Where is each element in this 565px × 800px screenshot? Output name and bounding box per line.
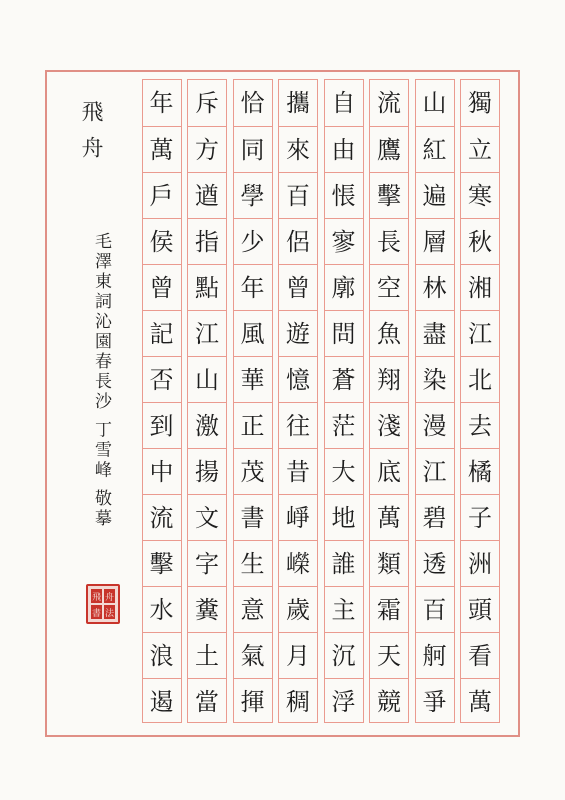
grid-char: 萬 <box>143 126 181 172</box>
grid-char: 月 <box>279 632 317 678</box>
grid-char: 碧 <box>416 494 454 540</box>
grid-char: 類 <box>370 540 408 586</box>
grid-char: 子 <box>461 494 499 540</box>
grid-char: 字 <box>188 540 226 586</box>
grid-char: 點 <box>188 264 226 310</box>
grid-char: 悵 <box>325 172 363 218</box>
grid-char: 否 <box>143 356 181 402</box>
text-column-3 <box>369 79 409 723</box>
grid-char: 茫 <box>325 402 363 448</box>
grid-char: 擊 <box>143 540 181 586</box>
grid-char: 少 <box>234 218 272 264</box>
grid-char: 山 <box>422 88 447 117</box>
grid-char: 山 <box>188 356 226 402</box>
grid-char: 頭 <box>461 586 499 632</box>
grid-char: 記 <box>143 310 181 356</box>
grid-char: 稠 <box>279 678 317 724</box>
grid-char: 華 <box>234 356 272 402</box>
attribution-text: 毛澤東詞沁園春長沙 丁雪峰 敬摹 <box>91 232 111 529</box>
grid-char: 擊 <box>370 172 408 218</box>
grid-char: 主 <box>325 586 363 632</box>
grid-char: 中 <box>143 448 181 494</box>
grid-char: 問 <box>325 310 363 356</box>
grid-char: 攜 <box>286 88 310 117</box>
text-column-8 <box>142 79 182 723</box>
grid-char: 到 <box>143 402 181 448</box>
grid-char: 氣 <box>234 632 272 678</box>
grid-char: 翔 <box>370 356 408 402</box>
grid-char: 崢 <box>279 494 317 540</box>
grid-char: 看 <box>461 632 499 678</box>
grid-char: 糞 <box>188 586 226 632</box>
grid-char: 遒 <box>188 172 226 218</box>
grid-char: 自 <box>331 88 356 117</box>
grid-char: 浪 <box>143 632 181 678</box>
grid-char: 遊 <box>279 310 317 356</box>
grid-char: 揮 <box>234 678 272 724</box>
grid-char: 流 <box>143 494 181 540</box>
grid-char: 水 <box>143 586 181 632</box>
grid-char: 誰 <box>325 540 363 586</box>
grid-char: 江 <box>188 310 226 356</box>
text-column-6 <box>233 79 273 723</box>
grid-char: 去 <box>461 402 499 448</box>
red-seal-stamp <box>86 584 120 624</box>
grid-char: 恰 <box>240 88 265 117</box>
grid-char: 生 <box>234 540 272 586</box>
text-column-1 <box>460 79 500 723</box>
seal-char-4: 法 <box>104 605 115 619</box>
grid-char: 曾 <box>143 264 181 310</box>
grid-char: 競 <box>370 678 408 724</box>
grid-char: 文 <box>188 494 226 540</box>
grid-char: 戶 <box>143 172 181 218</box>
grid-char: 寒 <box>461 172 499 218</box>
text-column-2 <box>415 79 455 723</box>
seal-char-3: 書 <box>91 605 102 619</box>
seal-grid <box>91 589 115 619</box>
seal-char-2: 舟 <box>104 589 115 603</box>
grid-char: 獨 <box>468 88 492 117</box>
grid-char: 江 <box>416 448 454 494</box>
grid-char: 茂 <box>234 448 272 494</box>
seal-char-1: 飛 <box>91 589 102 603</box>
grid-char: 年 <box>149 88 174 117</box>
grid-char: 透 <box>416 540 454 586</box>
grid-char: 大 <box>325 448 363 494</box>
grid-char: 遍 <box>416 172 454 218</box>
grid-char: 百 <box>416 586 454 632</box>
grid-char: 地 <box>325 494 363 540</box>
grid-char: 當 <box>188 678 226 724</box>
grid-char: 霜 <box>370 586 408 632</box>
grid-char: 風 <box>234 310 272 356</box>
grid-char: 來 <box>279 126 317 172</box>
grid-char: 漫 <box>416 402 454 448</box>
grid-char: 曾 <box>279 264 317 310</box>
grid-char: 往 <box>279 402 317 448</box>
grid-char: 方 <box>188 126 226 172</box>
grid-char: 萬 <box>461 678 499 724</box>
grid-char: 鷹 <box>370 126 408 172</box>
grid-char: 由 <box>325 126 363 172</box>
grid-char: 秋 <box>461 218 499 264</box>
grid-char: 同 <box>234 126 272 172</box>
grid-char: 盡 <box>416 310 454 356</box>
grid-char: 紅 <box>416 126 454 172</box>
text-column-5 <box>278 79 318 723</box>
grid-char: 遏 <box>143 678 181 724</box>
grid-char: 學 <box>234 172 272 218</box>
grid-char: 蒼 <box>325 356 363 402</box>
grid-char: 林 <box>416 264 454 310</box>
grid-char: 萬 <box>370 494 408 540</box>
grid-char: 北 <box>461 356 499 402</box>
grid-char: 揚 <box>188 448 226 494</box>
grid-char: 流 <box>377 88 401 117</box>
grid-char: 歲 <box>279 586 317 632</box>
grid-char: 斥 <box>195 88 219 117</box>
grid-char: 染 <box>416 356 454 402</box>
grid-char: 廓 <box>325 264 363 310</box>
grid-char: 空 <box>370 264 408 310</box>
grid-char: 淺 <box>370 402 408 448</box>
grid-char: 激 <box>188 402 226 448</box>
grid-char: 洲 <box>461 540 499 586</box>
grid-char: 湘 <box>461 264 499 310</box>
grid-char: 層 <box>416 218 454 264</box>
grid-char: 底 <box>370 448 408 494</box>
grid-char: 年 <box>234 264 272 310</box>
grid-char: 侯 <box>143 218 181 264</box>
grid-char: 立 <box>461 126 499 172</box>
grid-char: 舸 <box>416 632 454 678</box>
grid-char: 昔 <box>279 448 317 494</box>
grid-char: 土 <box>188 632 226 678</box>
grid-char: 憶 <box>279 356 317 402</box>
grid-char: 書 <box>234 494 272 540</box>
grid-char: 沉 <box>325 632 363 678</box>
grid-char: 橘 <box>461 448 499 494</box>
grid-char: 正 <box>234 402 272 448</box>
grid-char: 浮 <box>325 678 363 724</box>
grid-char: 魚 <box>370 310 408 356</box>
grid-char: 爭 <box>416 678 454 724</box>
grid-char: 侶 <box>279 218 317 264</box>
grid-char: 長 <box>370 218 408 264</box>
grid-char: 天 <box>370 632 408 678</box>
text-column-7 <box>187 79 227 723</box>
grid-char: 寥 <box>325 218 363 264</box>
grid-char: 百 <box>279 172 317 218</box>
grid-char: 江 <box>461 310 499 356</box>
grid-char: 指 <box>188 218 226 264</box>
text-column-4 <box>324 79 364 723</box>
grid-char: 嶸 <box>279 540 317 586</box>
work-title: 飛舟 <box>78 100 103 172</box>
grid-char: 意 <box>234 586 272 632</box>
